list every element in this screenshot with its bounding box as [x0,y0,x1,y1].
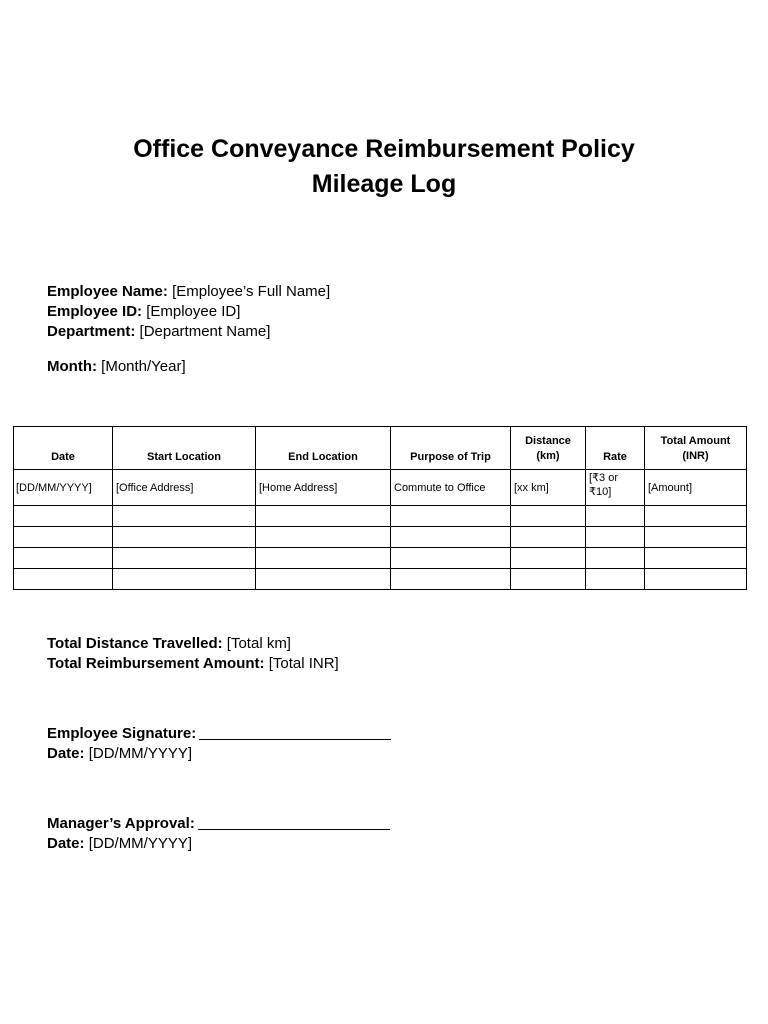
cell-rate[interactable] [586,569,645,590]
manager-date-row [47,834,390,854]
mileage-log-table [13,426,747,590]
cell-rate[interactable] [586,527,645,548]
cell-date[interactable]: [DD/MM/YYYY] [14,470,113,506]
title-line-1: Office Conveyance Reimbursement Policy [133,135,635,163]
employee-signature-section [47,724,391,764]
employee-date-row [47,744,391,764]
cell-purpose[interactable] [391,527,511,548]
total-distance-value: [Total km] [226,635,291,652]
cell-start-location[interactable]: [Office Address] [113,470,256,506]
header-distance: Distance (km) [511,427,586,470]
cell-total-amount[interactable] [645,569,747,590]
document-title [0,132,768,202]
header-purpose: Purpose of Trip [391,427,511,470]
cell-start-location[interactable] [113,506,256,527]
manager-signature-line[interactable] [198,815,390,830]
manager-approval-row [47,814,390,834]
table-row [14,506,747,527]
manager-date-label: Date: [47,835,85,852]
header-start-location: Start Location [113,427,256,470]
cell-end-location[interactable]: [Home Address] [256,470,391,506]
cell-distance[interactable] [511,506,586,527]
cell-distance[interactable] [511,548,586,569]
cell-total-amount[interactable] [645,548,747,569]
total-amount-value: [Total INR] [268,655,339,672]
cell-total-amount[interactable] [645,506,747,527]
employee-signature-line[interactable] [199,725,391,740]
cell-start-location[interactable] [113,548,256,569]
department-label: Department: [47,323,136,340]
cell-total-amount[interactable] [645,527,747,548]
totals-section [47,634,339,674]
cell-purpose[interactable] [391,569,511,590]
table-row [14,470,747,506]
cell-date[interactable] [14,569,113,590]
cell-purpose[interactable] [391,548,511,569]
month-row [47,357,186,377]
cell-start-location[interactable] [113,569,256,590]
cell-date[interactable] [14,548,113,569]
employee-signature-label: Employee Signature: [47,725,197,742]
cell-distance[interactable]: [xx km] [511,470,586,506]
employee-date-label: Date: [47,745,85,762]
cell-end-location[interactable] [256,506,391,527]
manager-approval-section [47,814,390,854]
cell-rate[interactable] [586,548,645,569]
cell-rate[interactable]: [₹3 or ₹10] [586,470,645,506]
total-distance-row [47,634,339,654]
department-row [47,322,330,342]
department-value: [Department Name] [139,323,271,340]
cell-rate[interactable] [586,506,645,527]
employee-id-row [47,302,330,322]
cell-purpose[interactable] [391,506,511,527]
total-amount-row [47,654,339,674]
table-header-row [14,427,747,470]
cell-distance[interactable] [511,527,586,548]
manager-approval-label: Manager’s Approval: [47,815,195,832]
header-total-amount: Total Amount (INR) [645,427,747,470]
employee-id-value: [Employee ID] [146,303,241,320]
month-label: Month: [47,358,97,375]
employee-signature-row [47,724,391,744]
cell-end-location[interactable] [256,527,391,548]
employee-name-label: Employee Name: [47,283,168,300]
employee-name-row [47,282,330,302]
header-end-location: End Location [256,427,391,470]
title-line-2: Mileage Log [311,170,457,198]
table-row [14,548,747,569]
table-row [14,569,747,590]
employee-name-value: [Employee’s Full Name] [172,283,331,300]
cell-date[interactable] [14,506,113,527]
cell-end-location[interactable] [256,569,391,590]
cell-end-location[interactable] [256,548,391,569]
cell-total-amount[interactable]: [Amount] [645,470,747,506]
month-value: [Month/Year] [101,358,186,375]
manager-date-value: [DD/MM/YYYY] [88,835,193,852]
table-row [14,527,747,548]
employee-info [47,282,330,342]
cell-distance[interactable] [511,569,586,590]
cell-purpose[interactable]: Commute to Office [391,470,511,506]
total-distance-label: Total Distance Travelled: [47,635,223,652]
employee-id-label: Employee ID: [47,303,143,320]
total-amount-label: Total Reimbursement Amount: [47,655,265,672]
header-rate: Rate [586,427,645,470]
header-date: Date [14,427,113,470]
cell-start-location[interactable] [113,527,256,548]
cell-date[interactable] [14,527,113,548]
employee-date-value: [DD/MM/YYYY] [88,745,193,762]
